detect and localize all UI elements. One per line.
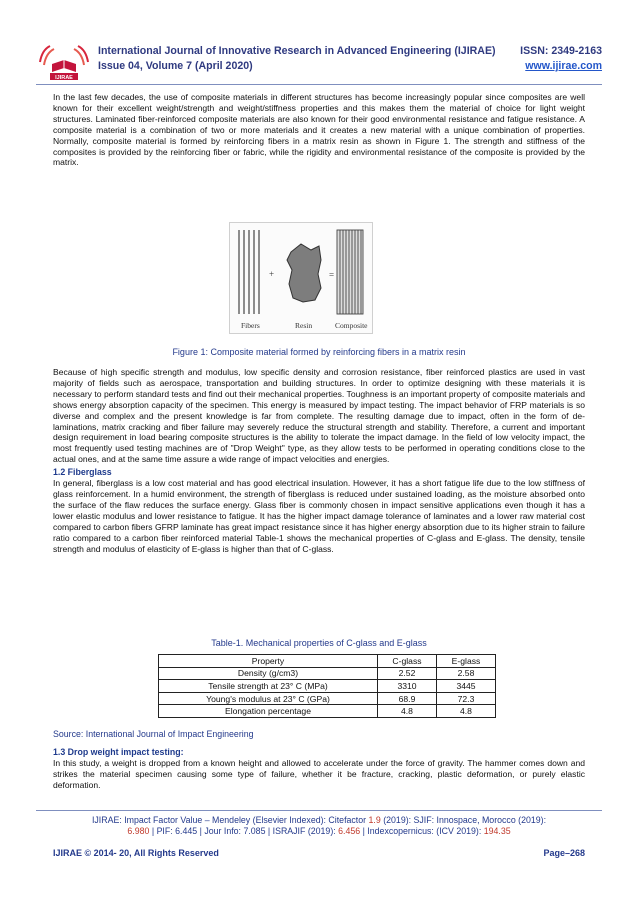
- figure-1: [229, 222, 373, 334]
- issue-info: Issue 04, Volume 7 (April 2020): [98, 60, 253, 72]
- cell-property: Elongation percentage: [159, 705, 378, 718]
- cell-c-glass: 4.8: [378, 705, 437, 718]
- header-divider: [36, 84, 602, 85]
- composite-label: Composite: [335, 321, 368, 330]
- resin-illustration: [287, 244, 321, 302]
- page-number: Page–268: [543, 848, 585, 858]
- footer-indexing: [36, 815, 602, 838]
- issn: ISSN: 2349-2163: [520, 45, 602, 57]
- table-row: [159, 692, 496, 705]
- fibers-label: Fibers: [241, 321, 260, 330]
- website-link[interactable]: www.ijirae.com: [525, 60, 602, 72]
- equals-sign: =: [329, 270, 335, 280]
- cell-e-glass: 72.3: [437, 692, 496, 705]
- cell-e-glass: 3445: [437, 680, 496, 693]
- cell-c-glass: 3310: [378, 680, 437, 693]
- col-header-e-glass: E-glass: [437, 655, 496, 668]
- main-content: [53, 92, 585, 168]
- cell-e-glass: 4.8: [437, 705, 496, 718]
- table-row: [159, 705, 496, 718]
- table-row: [159, 667, 496, 680]
- drop-weight-paragraph: In this study, a weight is dropped from a known height and allowed to accelerate under the force of gravity. The hammer comes down and strikes the material specimen causing some type of failure, whether it be fracture, cracking, plastic deformation, or purely elastic deformation.: [53, 757, 585, 790]
- col-header-c-glass: C-glass: [378, 655, 437, 668]
- copyright: IJIRAE © 2014- 20, All Rights Reserved: [53, 848, 219, 858]
- resin-label: Resin: [295, 321, 313, 330]
- plus-sign: +: [269, 269, 275, 279]
- composite-illustration: [337, 230, 363, 314]
- cell-c-glass: 2.52: [378, 667, 437, 680]
- figure-caption: Figure 1: Composite material formed by reinforcing fibers in a matrix resin: [172, 347, 466, 357]
- table-row: [159, 680, 496, 693]
- footer-line-2: 6.980 | PIF: 6.445 | Jour Info: 7.085 | ISRAJIF (2019): 6.456 | Indexcopernicus: (ICV 2019): 194.35: [127, 826, 511, 837]
- impact-paragraph: Because of high specific strength and modulus, low specific density and corrosion resistance, fiber reinforced plastics are used in vast majority of fields such as aerospace, transportation and building structures. In order to optimize designing with these materials it is necessary to perform standard tests and find out their mechanical properties. Toughness is an important property of composite materials and shows energy absorption capacity of the specimen. This energy is measured by impact testing. The impact behavior of FRP materials is so diverse and complex and the present knowledge is far from complete. The resulting damage due to impact, often in the form of de-laminations, matrix cracking and fiber failure may severely reduce the structural strength and stability. Therefore, a current and important design requirement in load bearing composite structures is the ability to tolerate the impact damage. In the field of low velocity impact, the most frequently used testing machines are of "Drop Weight" type, as they allow tests to be performed in operating conditions close to the actual ones, and at the same time assure a wide range of impact velocities and energies.: [53, 367, 585, 465]
- ijirae-logo: [36, 38, 92, 82]
- table-source: Source: International Journal of Impact Engineering: [53, 729, 254, 739]
- logo-text: IJIRAE: [55, 75, 73, 81]
- properties-table: [158, 654, 496, 718]
- cell-property: Tensile strength at 23° C (MPa): [159, 680, 378, 693]
- footer-line-1: IJIRAE: Impact Factor Value – Mendeley (Elsevier Indexed): Citefactor 1.9 (2019): SJIF: Innospace, Morocco (2019):: [91, 815, 547, 825]
- drop-weight-section: [53, 747, 585, 791]
- section-heading-fiberglass: 1.2 Fiberglass: [53, 467, 112, 478]
- footer-divider: [36, 810, 602, 811]
- table-title: Table-1. Mechanical properties of C-glass and E-glass: [211, 638, 427, 648]
- journal-title: International Journal of Innovative Research in Advanced Engineering (IJIRAE): [98, 45, 496, 57]
- cell-c-glass: 68.9: [378, 692, 437, 705]
- table-header-row: [159, 655, 496, 668]
- section-heading-drop-weight: 1.3 Drop weight impact testing:: [53, 747, 184, 757]
- cell-property: Young's modulus at 23° C (GPa): [159, 692, 378, 705]
- cell-e-glass: 2.58: [437, 667, 496, 680]
- fiberglass-paragraph: In general, fiberglass is a low cost material and has good electrical insulation. However, it has a short fatigue life due to the low stiffness of glass reinforcement. In a humid environment, the strength of fiberglass is reduced under sustained loading, as the moisture absorbed onto the surface of the flaw reduces the surface energy. Glass fiber is commonly chosen in impact sensitive applications even though it has a lower elastic modulus and lower resistance to fatigue. It has the higher impact damage tolerance of laminates and a lower raw material cost compared to carbon fibers GFRP laminate has great impact resistance since it has higher energy absorption due to its higher strain to failure ratio compared to a carbon fiber reinforced material Table-1 shows the mechanical properties of C-glass and E-glass. The density, tensile strength and modulus of elasticity of E-glass is higher than that of C-glass.: [53, 478, 585, 554]
- body-section: [53, 367, 585, 554]
- page-header: [36, 38, 602, 82]
- col-header-property: Property: [159, 655, 378, 668]
- intro-paragraph: In the last few decades, the use of composite materials in different structures has become increasingly popular since composites are well known for their excellent weight/strength and weight/stiffness properties and this makes them the material of choice for light weight structures. Laminated fiber-reinforced composite materials are also known for their good environmental resistance and fatigue resistance. A composite material is a combination of two or more materials and it creates a new material with a unique combination of properties. Normally, composite material is formed by reinforcing fibers in a matrix resin as shown in Figure 1. The strength and stiffness of the composites is provided by the reinforcing fiber or fabric, while the rigidity and environmental resistance of the composite is provided by the matrix.: [53, 92, 585, 168]
- cell-property: Density (g/cm3): [159, 667, 378, 680]
